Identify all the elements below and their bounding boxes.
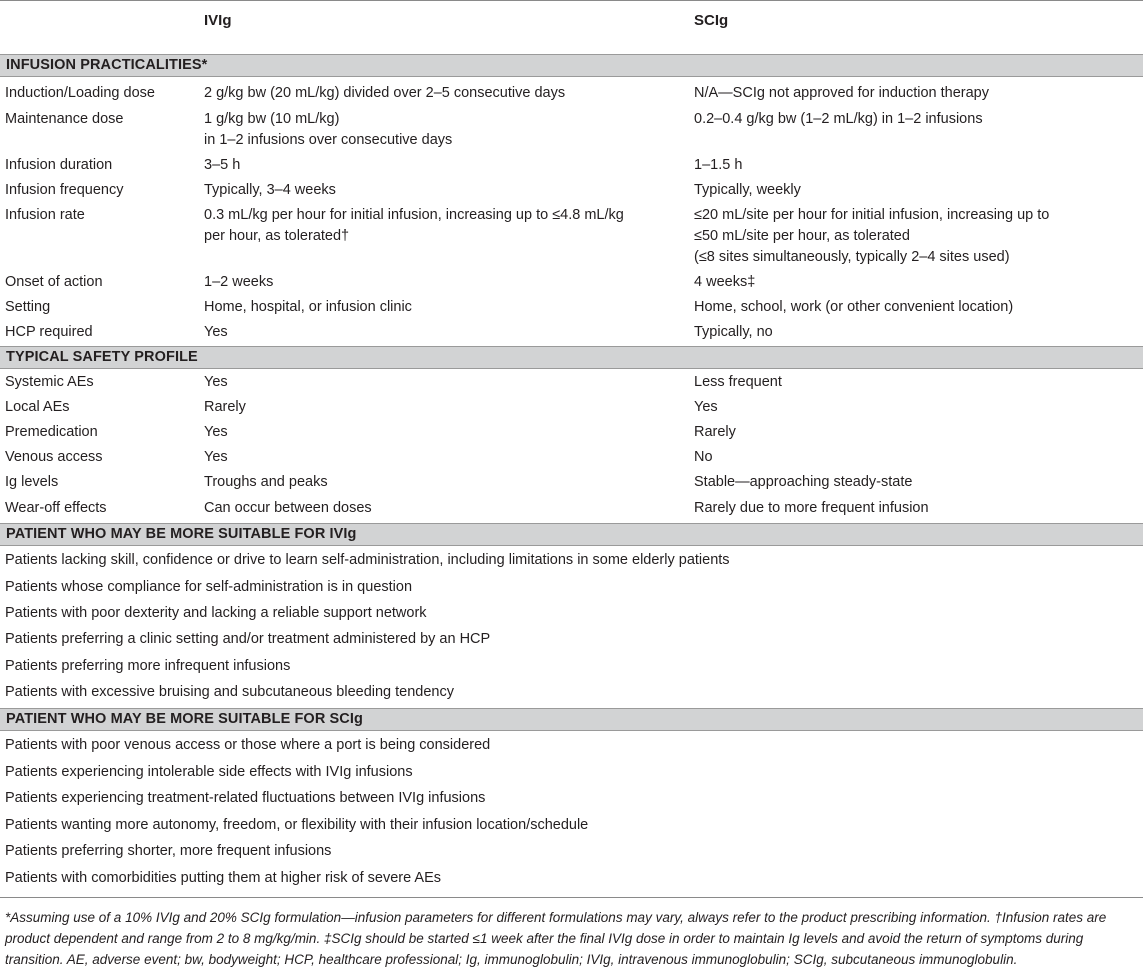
row-label: Infusion frequency — [5, 182, 124, 198]
scig-value: N/A—SCIg not approved for induction therapy — [694, 85, 989, 101]
ivig-value: Typically, 3–4 weeks — [204, 182, 336, 198]
row-label: HCP required — [5, 324, 93, 340]
list-item: Patients with excessive bruising and subcutaneous bleeding tendency — [5, 684, 454, 700]
list-item: Patients whose compliance for self-administration is in question — [5, 579, 413, 595]
ivig-value: Rarely — [204, 399, 246, 415]
row-label: Infusion duration — [5, 157, 113, 173]
list-item: Patients with poor venous access or those where a port is being considered — [5, 737, 491, 753]
section-band-safety — [0, 346, 1143, 369]
list-item: Patients with comorbidities putting them at higher risk of severe AEs — [5, 870, 442, 886]
ivig-value: Troughs and peaks — [204, 474, 328, 490]
list-item: Patients preferring a clinic setting and/or treatment administered by an HCP — [5, 631, 491, 647]
ivig-value: Home, hospital, or infusion clinic — [204, 299, 412, 315]
row-label: Onset of action — [5, 274, 103, 290]
scig-value: 4 weeks‡ — [694, 274, 756, 290]
row-label: Setting — [5, 299, 51, 315]
column-header-scig: SCIg — [694, 12, 729, 29]
scig-value: Stable—approaching steady-state — [694, 474, 913, 490]
section-band-ivig-patients — [0, 523, 1143, 546]
table-footnote: *Assuming use of a 10% IVIg and 20% SCIg formulation—infusion parameters for different formulations may vary, always refer to the product prescribing information. †Infusion rates are product dependent and range from 2 to 8 mg/kg/min. ‡SCIg should be started ≤1 week after the final IVIg dose in order to maintain Ig levels and avoid the return of symptoms during transition. AE, adverse event; bw, bodyweight; HCP, healthcare professional; Ig, immunoglobulin; IVIg, intravenous immunoglobulin; SCIg, subcutaneous immunoglobulin. — [5, 910, 1107, 967]
row-label: Maintenance dose — [5, 111, 124, 127]
section-title-scig-patients: PATIENT WHO MAY BE MORE SUITABLE FOR SCIg — [6, 711, 363, 727]
row-label: Premedication — [5, 424, 98, 440]
ivig-value: Can occur between doses — [204, 500, 372, 516]
ivig-value: 0.3 mL/kg per hour for initial infusion, increasing up to ≤4.8 mL/kg — [204, 207, 624, 223]
scig-value: Rarely due to more frequent infusion — [694, 500, 929, 516]
row-label: Systemic AEs — [5, 374, 94, 390]
list-item: Patients experiencing treatment-related fluctuations between IVIg infusions — [5, 790, 486, 806]
ivig-value: 1 g/kg bw (10 mL/kg) — [204, 111, 340, 127]
row-label: Local AEs — [5, 399, 70, 415]
ivig-value: per hour, as tolerated† — [204, 228, 350, 244]
scig-value: Typically, weekly — [694, 182, 801, 198]
list-item: Patients lacking skill, confidence or drive to learn self-administration, including limitations in some elderly patients — [5, 552, 730, 568]
scig-value: No — [694, 449, 713, 465]
table-top-rule — [0, 0, 1143, 1]
scig-value: ≤20 mL/site per hour for initial infusion, increasing up to — [694, 207, 1050, 223]
scig-value: ≤50 mL/site per hour, as tolerated — [694, 228, 910, 244]
ivig-value: Yes — [204, 374, 228, 390]
row-label: Ig levels — [5, 474, 59, 490]
scig-value: Less frequent — [694, 374, 782, 390]
ivig-value: Yes — [204, 424, 228, 440]
table-bottom-rule — [0, 897, 1143, 898]
column-header-ivig: IVIg — [204, 12, 232, 29]
scig-value: Home, school, work (or other convenient location) — [694, 299, 1014, 315]
section-band-practicalities — [0, 54, 1143, 77]
list-item: Patients with poor dexterity and lacking a reliable support network — [5, 605, 427, 621]
list-item: Patients experiencing intolerable side effects with IVIg infusions — [5, 764, 413, 780]
ivig-value: 2 g/kg bw (20 mL/kg) divided over 2–5 consecutive days — [204, 85, 566, 101]
scig-value: 0.2–0.4 g/kg bw (1–2 mL/kg) in 1–2 infusions — [694, 111, 983, 127]
ivig-value: Yes — [204, 324, 228, 340]
scig-value: Yes — [694, 399, 718, 415]
list-item: Patients preferring more infrequent infusions — [5, 658, 291, 674]
section-title-practicalities: INFUSION PRACTICALITIES* — [6, 57, 208, 73]
scig-value: Typically, no — [694, 324, 773, 340]
scig-value: (≤8 sites simultaneously, typically 2–4 sites used) — [694, 249, 1010, 265]
row-label: Venous access — [5, 449, 103, 465]
list-item: Patients wanting more autonomy, freedom, or flexibility with their infusion location/schedule — [5, 817, 589, 833]
section-band-scig-patients — [0, 708, 1143, 731]
section-title-ivig-patients: PATIENT WHO MAY BE MORE SUITABLE FOR IVIg — [6, 526, 357, 542]
row-label: Induction/Loading dose — [5, 85, 155, 101]
row-label: Infusion rate — [5, 207, 85, 223]
section-title-safety: TYPICAL SAFETY PROFILE — [6, 349, 198, 365]
scig-value: 1–1.5 h — [694, 157, 743, 173]
ivig-value: 3–5 h — [204, 157, 241, 173]
ivig-value: in 1–2 infusions over consecutive days — [204, 132, 453, 148]
ivig-value: Yes — [204, 449, 228, 465]
row-label: Wear-off effects — [5, 500, 107, 516]
scig-value: Rarely — [694, 424, 736, 440]
list-item: Patients preferring shorter, more frequent infusions — [5, 843, 332, 859]
ivig-value: 1–2 weeks — [204, 274, 274, 290]
